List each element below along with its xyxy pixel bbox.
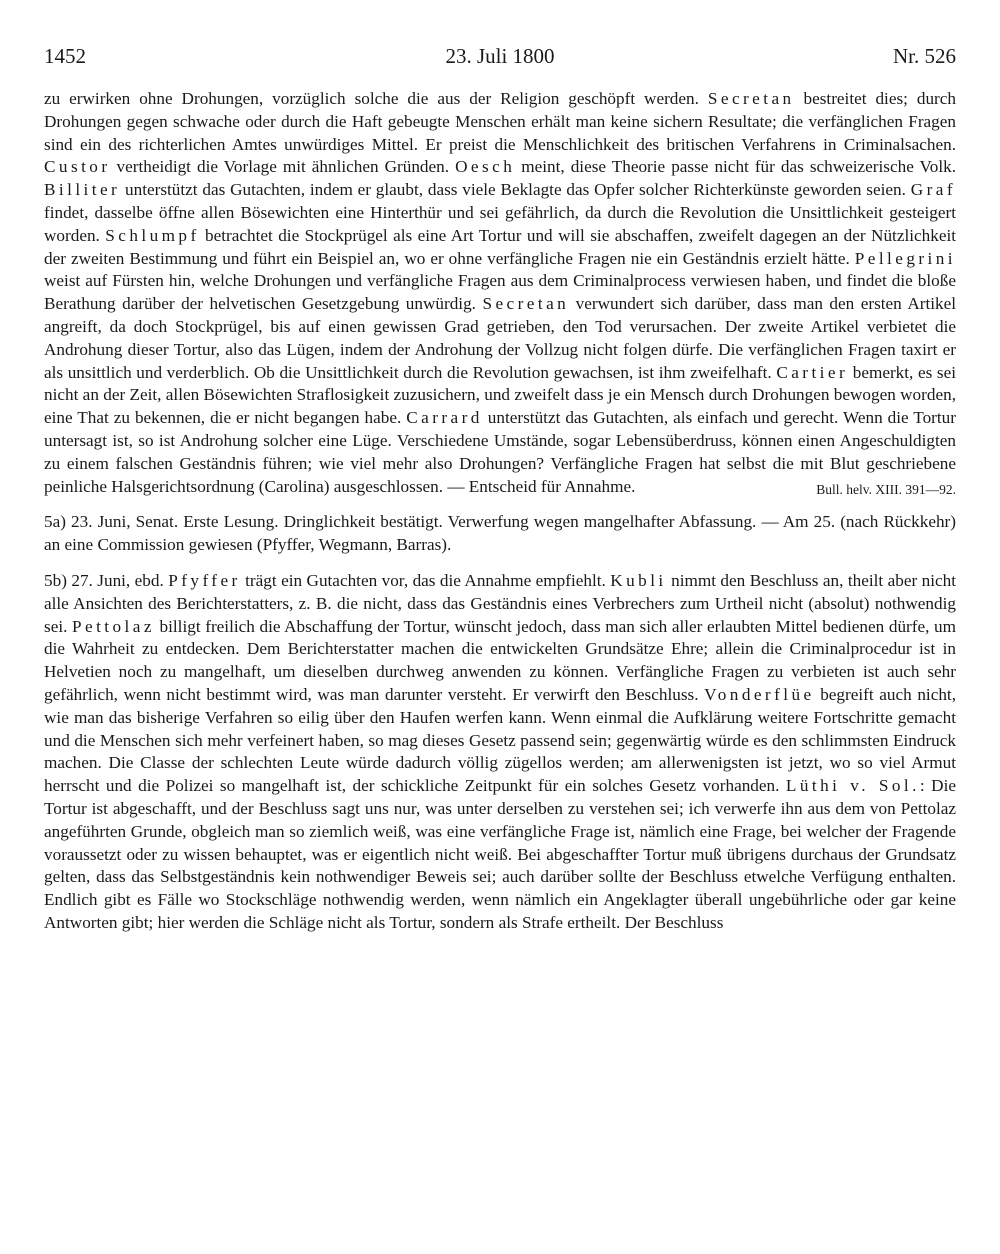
speaker-name: Secretan <box>482 294 570 314</box>
speaker-name: Custor <box>44 157 111 177</box>
page-number: 1452 <box>44 44 86 68</box>
speaker-name: Vonderflüe <box>704 684 815 704</box>
paragraph-p1 <box>44 88 956 498</box>
text-run: nimmt den Beschluss an, theilt aber nicht alle Ansichten des Berichterstatters, z. B. die nicht, dass das Geständnis eines Verbrechers zum Urtheil nicht (absolut) nothwendig sei. <box>44 570 957 636</box>
speaker-name: Billiter <box>44 180 121 200</box>
source-citation: Bull. helv. XIII. 391—92. <box>816 481 956 497</box>
speaker-name: Pettolaz <box>72 616 155 636</box>
speaker-name: Oesch <box>455 157 516 177</box>
speaker-name: Carrard <box>406 408 483 428</box>
body-text <box>44 88 956 935</box>
header-date: 23. Juli 1800 <box>445 44 555 68</box>
text-run: zu erwirken ohne Drohungen, vorzüglich solche die aus der Religion geschöpft werden. <box>44 89 708 108</box>
speaker-name: Graf <box>910 180 956 200</box>
text-run: : Die Tortur ist abgeschafft, und der Beschluss sagt uns nur, was unter derselben zu verstehen sei; ich verwerfe ihn aus dem von Pettolaz angeführten Grunde, obgleich man so ziemlich weiß, was eine verfängliche Frage ist, nämlich eine Frage, bei welcher der Fragende voraussetzt oder zu wissen behauptet, was er eigentlich nicht weiß. Bei abgeschaffter Tortur muß übrigens durchaus der Grundsatz gelten, dass das Selbstgeständnis kein nothwendiger Beweis sei; auch darüber sollte der Beschluss etwelche Verfügung enthalten. Endlich gibt es Fälle wo Stockschläge nothwendig werden, wenn nämlich ein Angeklagter überall ungebührliche oder gar keine Antworten gibt; hier werden die Schläge nicht als Tortur, sondern als Strafe ertheilt. Der Beschluss <box>44 776 956 932</box>
speaker-name: Lüthi v. Sol. <box>785 776 920 796</box>
document-number: Nr. 526 <box>893 44 956 68</box>
text-run: vertheidigt die Vorlage mit ähnlichen Gründen. <box>110 157 456 177</box>
speaker-name: Secretan <box>707 89 795 108</box>
text-run: meint, diese Theorie passe nicht für das schweizerische Volk. <box>515 157 957 177</box>
text-run: weist auf Fürsten hin, welche Drohungen und verfängliche Fragen aus dem Criminalprocess verwiesen haben, und findet die bloße Berathung darüber der helvetischen Gesetzgebung unwürdig. <box>44 271 956 314</box>
text-run: billigt freilich die Abschaffung der Tortur, wünscht jedoch, dass man sich aller erlaubten Mittel bedienen dürfe, um die Wahrheit zu entdecken. Dem Berichterstatter machen die entwickelten Grundsätze Ehre; allein die Criminalprocedur ist in Helvetien noch zu mangelhaft, um dieselben durchweg anwenden zu können. Verfängliche Fragen zu verbieten ist auch sehr gefährlich, wenn nicht bestimmt wird, was man darunter versteht. Er verwirft den Beschluss. <box>44 616 956 704</box>
speaker-name: Cartier <box>776 362 849 382</box>
text-run: betrachtet die Stockprügel als eine Art Tortur und will sie abschaffen, zweifelt dagegen an der Nützlichkeit der zweiten Bestimmung und führt ein Beispiel an, wo er ohne verfängliche Fragen nie ein Geständnis erzielt hätte. <box>44 225 956 268</box>
text-run: bemerkt, es sei nicht an der Zeit, allen Bösewichten Straflosigkeit zuzusichern, und zweifelt dass je ein Mensch durch Drohungen bewogen worden, eine That zu bekennen, die er nicht begangen habe. <box>44 362 956 428</box>
page-header <box>44 44 956 74</box>
text-run: 5b) 27. Juni, ebd. <box>44 570 169 590</box>
speaker-name: Kubli <box>610 570 667 590</box>
speaker-name: Schlumpf <box>105 225 200 245</box>
text-run: unterstützt das Gutachten, als einfach und gerecht. Wenn die Tortur untersagt ist, so ist Androhung solcher eine Lüge. Verschiedene Umstände, sogar Lebensüberdruss, können einen Angeschuldigten zu einem falschen Geständnis führen; wie viel mehr also Drohungen? Verfängliche Fragen hat selbst die mit Blut geschriebene peinliche Halsgerichtsordnung (Carolina) ausgeschlossen. — Entscheid für Annahme. <box>44 408 956 496</box>
text-run: bestreitet dies; durch Drohungen gegen schwache oder durch die Haft gebeugte Menschen erhält man keine sichern Resultate; die verfänglichen Fragen sind ein des richterlichen Amtes unwürdiges Mittel. Er preist die Menschlichkeit des britischen Verfahrens in Criminalsachen. <box>44 89 956 154</box>
text-run: unterstützt das Gutachten, indem er glaubt, dass viele Beklagte das Opfer solcher Richterkünste geworden seien. <box>120 180 911 200</box>
paragraph-p3 <box>44 570 956 935</box>
text-run: findet, dasselbe öffne allen Bösewichten eine Hinterthür und sei gefährlich, da durch die Revolution die Unsittlichkeit gesteigert worden. <box>44 202 956 245</box>
speaker-name: Pellegrini <box>854 248 956 268</box>
text-run: 5a) 23. Juni, Senat. Erste Lesung. Dringlichkeit bestätigt. Verwerfung wegen mangelhafter Abfassung. — Am 25. (nach Rückkehr) an eine Commission gewiesen (Pfyffer, Wegmann, Barras). <box>44 512 956 555</box>
paragraph-p2 <box>44 511 956 557</box>
text-run: verwundert sich darüber, dass man den ersten Artikel angreift, da doch Stockprügel, bis auf einen gewissen Grad getrieben, den Tod verursachen. Der zweite Artikel verbietet die Androhung dieser Tortur, also das Lügen, indem der Androhung der Vollzug nicht folgen dürfe. Die verfänglichen Fragen taxirt er als unsittlich und verderblich. Ob die Unsittlichkeit durch die Revolution gewachsen, ist ihm zweifelhaft. <box>44 294 957 382</box>
speaker-name: Pfyffer <box>168 570 241 590</box>
text-run: trägt ein Gutachten vor, das die Annahme empfiehlt. <box>240 570 611 590</box>
text-run: begreift auch nicht, wie man das bisherige Verfahren so eilig über den Haufen werfen kann. Wenn einmal die Aufklärung weitere Fortschritte gemacht und die Menschen sich mehr verfeinert haben, so mag dieses Gesetz passend sein; gegenwärtig würde es den schlimmsten Eindruck machen. Die Classe der schlechten Leute würde dadurch völlig zügellos werden; am allerwenigsten ist jetzt, wo so viel Armut herrscht und die Polizei so mangelhaft ist, der schickliche Zeitpunkt für ein solches Gesetz vorhanden. <box>44 684 956 796</box>
